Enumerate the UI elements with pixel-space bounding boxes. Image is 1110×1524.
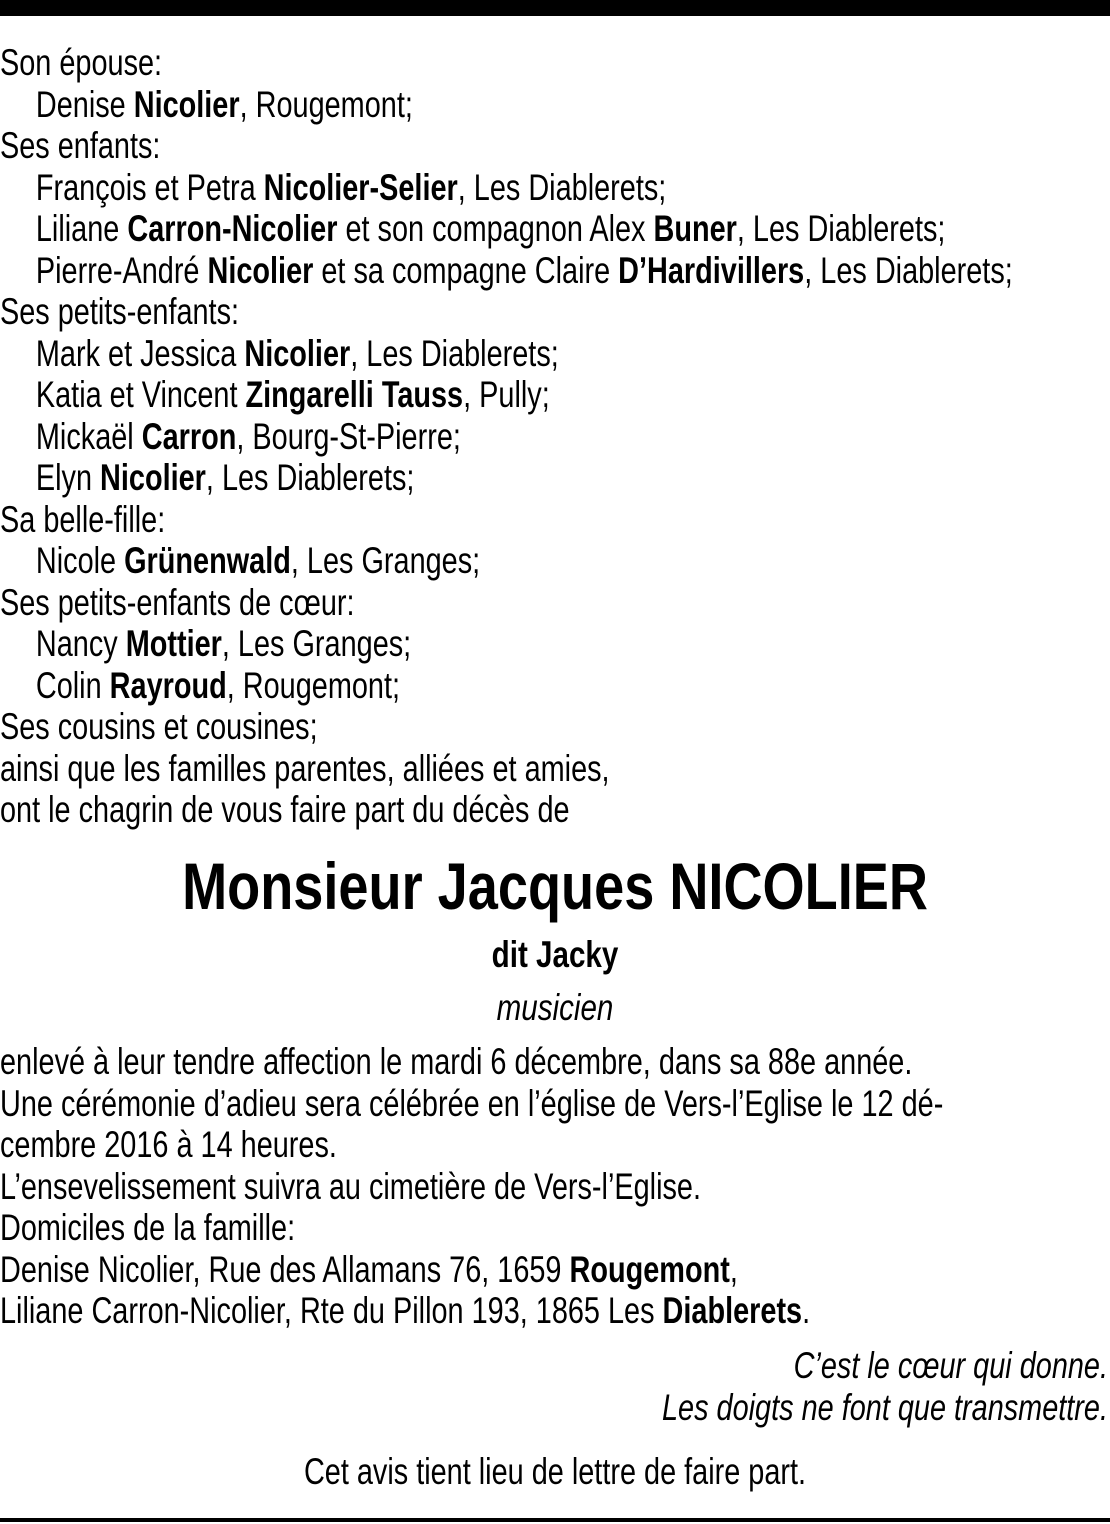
text: cembre 2016 à 14 heures.	[0, 1124, 337, 1165]
text: Pierre-André	[35, 249, 208, 291]
surname: Rayroud	[109, 664, 227, 706]
text: Ses cousins et cousines;	[0, 706, 318, 747]
family-list	[0, 42, 1110, 831]
footer	[0, 1451, 1110, 1493]
family-line	[0, 208, 946, 250]
text: Denise Nicolier, Rue des Allamans 76, 1659	[0, 1248, 570, 1290]
family-line	[0, 582, 866, 624]
text: Colin	[35, 664, 110, 706]
body-line	[0, 1290, 866, 1332]
body-line	[0, 1124, 866, 1166]
text: enlevé à leur tendre affection le mardi 6 décembre, dans sa 88e année.	[0, 1041, 913, 1082]
surname: Rougemont	[569, 1248, 730, 1290]
text: L’ensevelissement suivra au cimetière de Vers-l’Eglise.	[0, 1165, 701, 1207]
surname: Mottier	[125, 623, 222, 664]
body-line	[0, 1249, 866, 1291]
text: .	[802, 1290, 811, 1331]
text: Denise	[35, 83, 134, 125]
text: , Pully;	[463, 374, 550, 415]
text: , Les Diablerets;	[736, 208, 946, 249]
text: ont le chagrin de vous faire part du décès de	[0, 789, 570, 830]
text: , Les Granges;	[221, 623, 412, 664]
quote-line: C’est le cœur qui donne.	[793, 1345, 1108, 1386]
family-line	[0, 333, 866, 375]
surname: Carron-Nicolier	[127, 208, 338, 249]
deceased-nickname: dit Jacky	[491, 934, 619, 975]
text: Nicole	[35, 540, 125, 581]
deceased-name: Monsieur Jacques NICOLIER	[182, 849, 928, 923]
text: Sa belle-fille:	[0, 498, 166, 540]
body-line	[0, 1041, 913, 1083]
family-line	[0, 374, 866, 416]
family-line	[0, 84, 866, 126]
surname: Diablerets	[662, 1290, 803, 1331]
family-line	[0, 457, 866, 499]
announcement-body	[0, 1041, 1110, 1332]
family-line	[0, 789, 866, 831]
family-line	[0, 291, 866, 333]
text: et sa compagne Claire	[313, 249, 619, 291]
body-line	[0, 1207, 866, 1249]
footer-note: Cet avis tient lieu de lettre de faire part.	[303, 1451, 807, 1492]
deceased-profession: musicien	[496, 987, 614, 1028]
surname: Nicolier-Selier	[263, 166, 458, 208]
text: , Les Granges;	[290, 540, 481, 581]
family-line	[0, 125, 866, 167]
text: et son compagnon Alex	[337, 208, 654, 249]
body-line	[0, 1166, 866, 1208]
bottom-rule	[0, 1518, 1110, 1522]
family-line	[0, 748, 866, 790]
surname: Buner	[653, 208, 737, 249]
family-line	[0, 499, 866, 541]
body-line	[0, 1082, 944, 1125]
family-line	[0, 665, 866, 707]
text: Mark et Jessica	[35, 332, 245, 374]
text: ,	[729, 1248, 738, 1290]
quote-line: Les doigts ne font que transmettre.	[661, 1386, 1108, 1428]
surname: D’Hardivillers	[618, 249, 805, 291]
text: Domiciles de la famille:	[0, 1207, 296, 1248]
text: ainsi que les familles parentes, alliées et amies,	[0, 747, 610, 789]
surname: Nicolier	[207, 249, 314, 291]
text: Ses petits-enfants de cœur:	[0, 581, 355, 623]
family-line	[0, 416, 866, 458]
text: , Rougemont;	[239, 83, 413, 125]
text: , Les Diablerets;	[350, 332, 559, 374]
text: , Les Diablerets;	[457, 166, 667, 208]
text: , Bourg-St-Pierre;	[236, 415, 461, 457]
text: Mickaël	[35, 415, 142, 457]
family-line	[0, 540, 866, 582]
text: Ses enfants:	[0, 125, 161, 166]
family-line	[0, 623, 866, 665]
text: , Les Diablerets;	[804, 249, 1013, 291]
text: Liliane	[35, 208, 128, 249]
top-rule	[0, 0, 1110, 16]
text: , Rougemont;	[226, 664, 401, 706]
text: Nancy	[35, 623, 126, 664]
text: , Les Diablerets;	[205, 457, 415, 498]
family-line	[0, 249, 1013, 292]
text: Liliane Carron-Nicolier, Rte du Pillon 193, 1865 Les	[0, 1290, 663, 1331]
family-line	[0, 706, 866, 748]
text: Ses petits-enfants:	[0, 291, 240, 332]
family-line	[0, 42, 866, 84]
family-line	[0, 167, 866, 209]
text: Katia et Vincent	[35, 374, 246, 415]
surname: Grünenwald	[124, 540, 291, 581]
text: Une cérémonie d’adieu sera célébrée en l’église de Vers-l’Eglise le 12 dé-	[0, 1082, 944, 1124]
text: Elyn	[35, 457, 101, 498]
surname: Zingarelli Tauss	[245, 374, 464, 415]
surname: Nicolier	[244, 332, 351, 374]
quote	[0, 1345, 1108, 1428]
surname: Nicolier	[100, 457, 206, 498]
surname: Nicolier	[133, 83, 240, 125]
surname: Carron	[141, 415, 237, 457]
text: François et Petra	[35, 166, 264, 208]
text: Son épouse:	[0, 42, 163, 83]
